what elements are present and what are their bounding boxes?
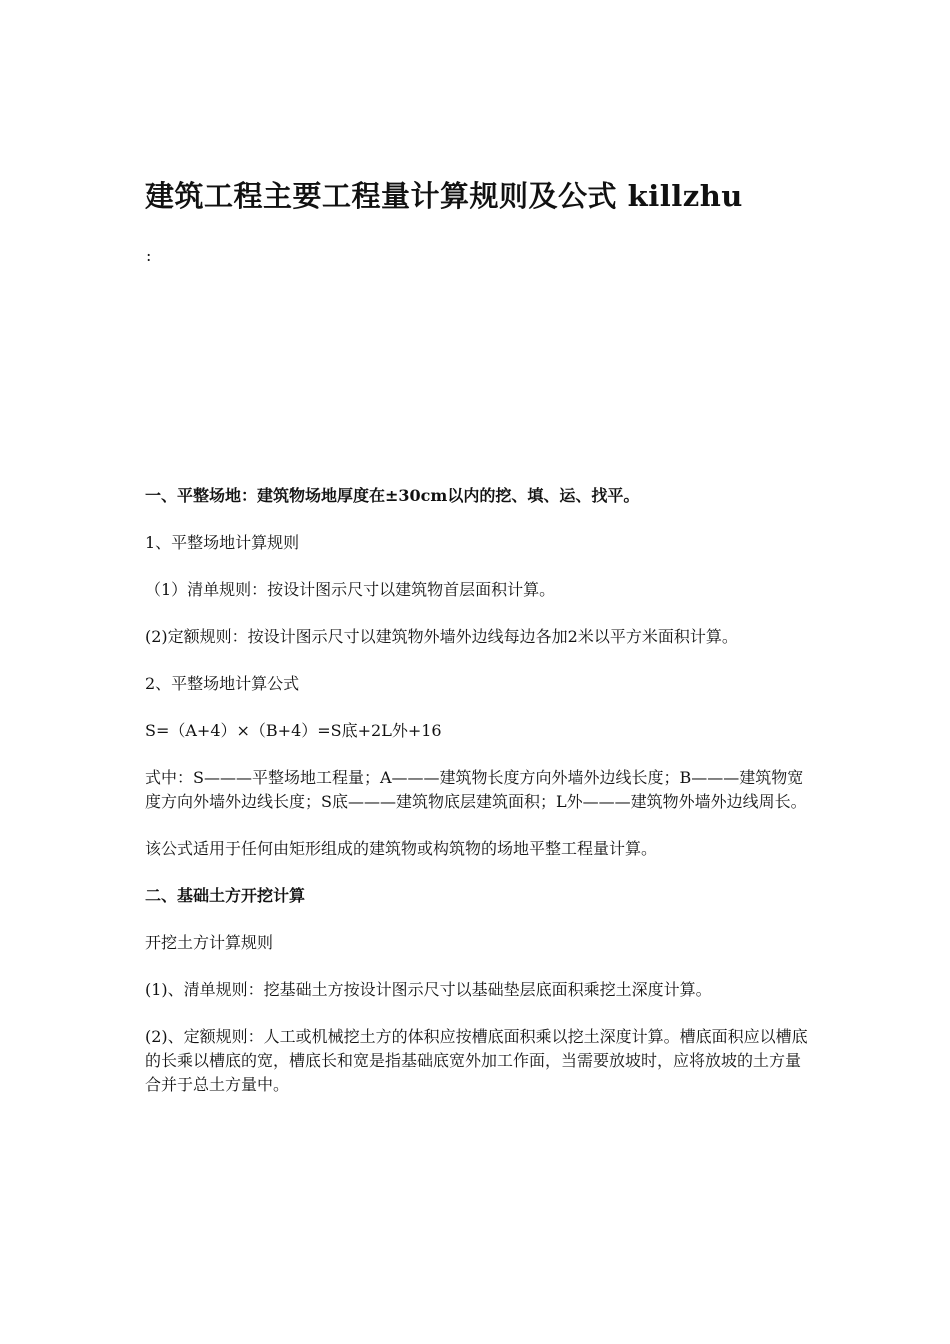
document-body xyxy=(145,484,809,1120)
subheading-formula: 2、平整场地计算公式 xyxy=(145,674,300,693)
subheading-excavation-rules: 开挖土方计算规则 xyxy=(145,933,274,952)
section-heading-2: 二、基础土方开挖计算 xyxy=(145,886,306,905)
rule-quota-1: (2)定额规则：按设计图示尺寸以建筑物外墙外边线每边各加2米以平方米面积计算。 xyxy=(145,627,738,646)
rule-list-1: （1）清单规则：按设计图示尺寸以建筑物首层面积计算。 xyxy=(145,580,556,599)
rule-list-2: (1)、清单规则：挖基础土方按设计图示尺寸以基础垫层底面积乘挖土深度计算。 xyxy=(145,980,712,999)
document-title: 建筑工程主要工程量计算规则及公式 killzhu xyxy=(145,179,743,213)
section-heading-1: 一、平整场地：建筑物场地厚度在±30cm以内的挖、填、运、找平。 xyxy=(145,486,640,505)
formula-applicability: 该公式适用于任何由矩形组成的建筑物或构筑物的场地平整工程量计算。 xyxy=(145,839,658,858)
subheading-rules: 1、平整场地计算规则 xyxy=(145,533,300,552)
formula: S=（A+4）×（B+4）=S底+2L外+16 xyxy=(145,721,442,740)
formula-explanation: 式中：S———平整场地工程量；A———建筑物长度方向外墙外边线长度；B———建筑物宽度方向外墙外边线长度；S底———建筑物底层建筑面积；L外———建筑物外墙外边线周长。 xyxy=(145,768,807,811)
rule-quota-2: (2)、定额规则：人工或机械挖土方的体积应按槽底面积乘以挖土深度计算。槽底面积应以槽底的长乘以槽底的宽，槽底长和宽是指基础底宽外加工作面，当需要放坡时，应将放坡的土方量合并于总土方量中。 xyxy=(145,1027,808,1094)
colon-mark: : xyxy=(146,246,152,265)
